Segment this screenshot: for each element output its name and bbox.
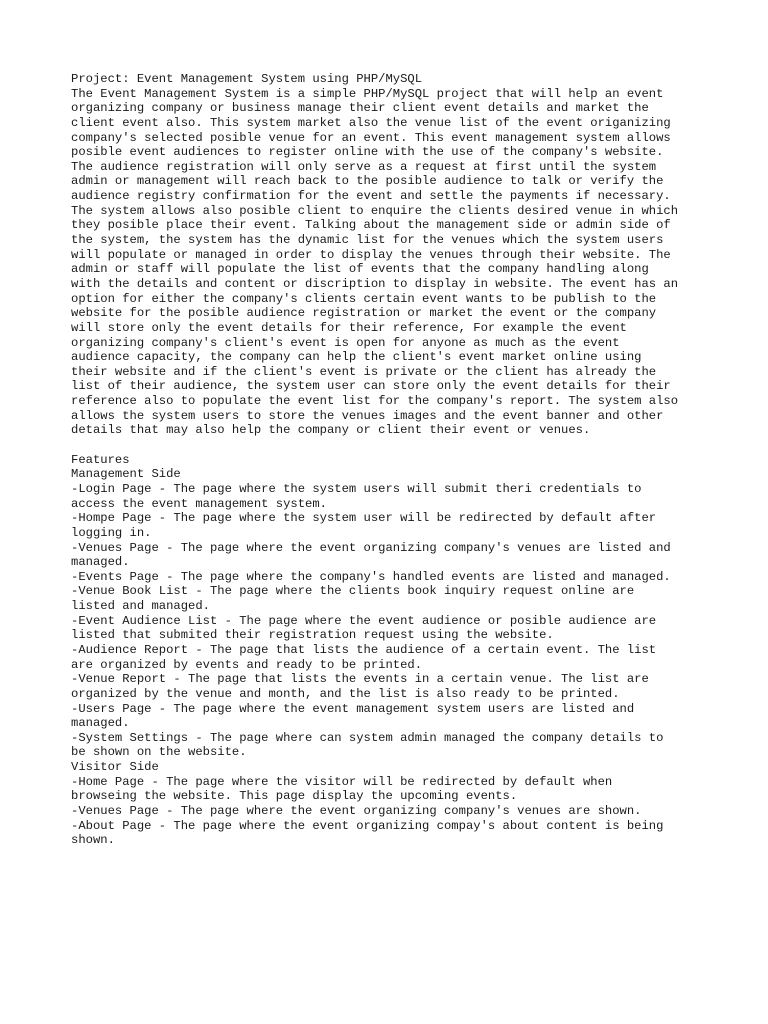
text-line: with the details and content or discription to display in website. The event has an — [71, 276, 679, 291]
text-line: details that may also help the company or client their event or venues. — [71, 423, 591, 438]
feature-line: shown. — [71, 833, 115, 848]
text-line: organizing company or business manage their client event details and market the — [71, 101, 649, 116]
feature-line: -Hompe Page - The page where the system user will be redirected by default after — [71, 511, 657, 526]
text-line: audience capacity, the company can help the client's event market online using — [71, 350, 642, 365]
feature-line: managed. — [71, 555, 130, 570]
blank-line — [71, 438, 711, 453]
text-line: the system, the system has the dynamic list for the venues which the system users — [71, 233, 664, 248]
text-line: The Event Management System is a simple PHP/MySQL project that will help an event — [71, 86, 664, 101]
text-line: website for the posible audience registration or market the event or the company — [71, 306, 657, 321]
feature-line: listed that submited their registration request using the website. — [71, 628, 554, 643]
text-line: reference also to populate the event list for the company's report. The system also — [71, 394, 679, 409]
text-line: company's selected posible venue for an event. This event management system allows — [71, 130, 671, 145]
feature-line: access the event management system. — [71, 496, 327, 511]
section-heading-features: Features — [71, 452, 130, 467]
feature-line: -Login Page - The page where the system users will submit theri credentials to — [71, 481, 642, 496]
text-line: The audience registration will only serve as a request at first until the system — [71, 159, 657, 174]
feature-line: be shown on the website. — [71, 745, 247, 760]
text-line: posible event audiences to register online with the use of the company's website. — [71, 145, 664, 160]
feature-line: -Users Page - The page where the event management system users are listed and — [71, 701, 635, 716]
feature-line: -Home Page - The page where the visitor will be redirected by default when — [71, 774, 613, 789]
text-line: admin or management will reach back to the posible audience to talk or verify the — [71, 174, 664, 189]
feature-line: listed and managed. — [71, 599, 210, 614]
feature-line: -Audience Report - The page that lists the audience of a certain event. The list — [71, 642, 657, 657]
feature-line: -Event Audience List - The page where the event audience or posible audience are — [71, 613, 657, 628]
text-line: allows the system users to store the venues images and the event banner and other — [71, 408, 664, 423]
feature-line: are organized by events and ready to be printed. — [71, 657, 423, 672]
feature-line: -Venue Book List - The page where the clients book inquiry request online are — [71, 584, 635, 599]
text-line: will populate or managed in order to display the venues through their website. The — [71, 247, 671, 262]
subheading-visitor-side: Visitor Side — [71, 760, 159, 775]
text-line: organizing company's client's event is open for anyone as much as the event — [71, 335, 620, 350]
text-line: will store only the event details for their reference, For example the event — [71, 320, 627, 335]
feature-line: browseing the website. This page display the upcoming events. — [71, 789, 518, 804]
feature-line: managed. — [71, 716, 130, 731]
document-body — [71, 72, 711, 848]
document-title: Project: Event Management System using PHP/MySQL — [71, 72, 423, 86]
text-line: client event also. This system market also the venue list of the event origanizing — [71, 115, 671, 130]
text-line: their website and if the client's event is private or the client has already the — [71, 364, 657, 379]
text-line: they posible place their event. Talking about the management side or admin side of — [71, 218, 671, 233]
text-line: option for either the company's clients certain event wants to be publish to the — [71, 291, 657, 306]
feature-line: -System Settings - The page where can system admin managed the company details to — [71, 730, 664, 745]
text-line: admin or staff will populate the list of events that the company handling along — [71, 262, 649, 277]
feature-line: -About Page - The page where the event organizing compay's about content is being — [71, 818, 664, 833]
feature-line: organized by the venue and month, and the list is also ready to be printed. — [71, 686, 620, 701]
subheading-management-side: Management Side — [71, 467, 181, 482]
feature-line: logging in. — [71, 525, 152, 540]
feature-line: -Venue Report - The page that lists the events in a certain venue. The list are — [71, 672, 649, 687]
text-line: list of their audience, the system user can store only the event details for their — [71, 379, 671, 394]
feature-line: -Events Page - The page where the company's handled events are listed and managed. — [71, 569, 671, 584]
feature-line: -Venues Page - The page where the event organizing company's venues are shown. — [71, 804, 642, 819]
text-line: The system allows also posible client to enquire the clients desired venue in which — [71, 203, 679, 218]
text-line: audience registry confirmation for the event and settle the payments if necessary. — [71, 189, 671, 204]
feature-line: -Venues Page - The page where the event organizing company's venues are listed and — [71, 540, 671, 555]
